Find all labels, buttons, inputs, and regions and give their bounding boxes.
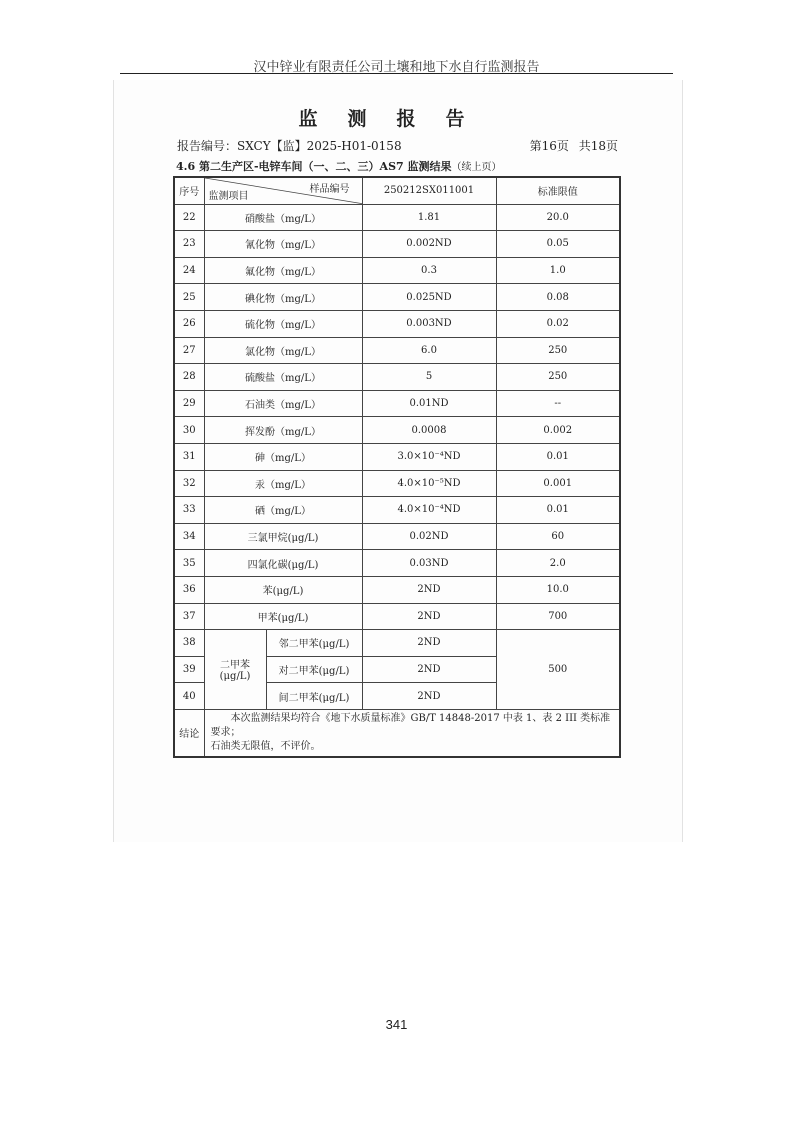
table-row: [174, 523, 620, 550]
table-row: [174, 417, 620, 444]
row-value: 0.02ND: [362, 523, 496, 550]
document-header-title: 汉中锌业有限责任公司土壤和地下水自行监测报告: [253, 60, 540, 75]
row-item: 苯(μg/L): [204, 576, 362, 603]
row-standard: 60: [496, 523, 620, 550]
header-standard: 标准限值: [496, 177, 620, 204]
row-no: 40: [174, 683, 204, 710]
row-value: 0.025ND: [362, 284, 496, 311]
table-header-row: [174, 177, 620, 204]
row-item: 挥发酚（mg/L）: [204, 417, 362, 444]
row-item: 氰化物（mg/L）: [204, 231, 362, 258]
row-no: 32: [174, 470, 204, 497]
row-value: 0.0008: [362, 417, 496, 444]
row-standard: 700: [496, 603, 620, 630]
row-item: 四氯化碳(μg/L): [204, 550, 362, 577]
row-item: 砷（mg/L）: [204, 443, 362, 470]
row-value: 5: [362, 364, 496, 391]
row-value: 1.81: [362, 204, 496, 231]
row-standard: 1.0: [496, 257, 620, 284]
row-no: 29: [174, 390, 204, 417]
row-item: 硫化物（mg/L）: [204, 310, 362, 337]
row-no: 27: [174, 337, 204, 364]
row-item: 甲苯(μg/L): [204, 603, 362, 630]
row-value: 0.3: [362, 257, 496, 284]
row-value: 2ND: [362, 656, 496, 683]
row-item: 硫酸盐（mg/L）: [204, 364, 362, 391]
table-row: [174, 550, 620, 577]
xylene-group-unit: (μg/L): [219, 671, 251, 683]
row-standard: 0.02: [496, 310, 620, 337]
section-title: [176, 158, 502, 174]
header-no: 序号: [174, 177, 204, 204]
row-standard: 0.002: [496, 417, 620, 444]
row-value: 0.03ND: [362, 550, 496, 577]
xylene-group-name: 二甲苯: [220, 660, 250, 672]
page-current: 第16页: [529, 139, 569, 153]
row-value: 2ND: [362, 603, 496, 630]
row-standard: 10.0: [496, 576, 620, 603]
table-row: [174, 284, 620, 311]
row-no: 37: [174, 603, 204, 630]
conclusion-text: [204, 709, 620, 757]
row-no: 30: [174, 417, 204, 444]
row-no: 34: [174, 523, 204, 550]
row-item: 间二甲苯(μg/L): [266, 683, 362, 710]
results-table: [173, 176, 621, 758]
table-row: [174, 390, 620, 417]
row-value: 0.01ND: [362, 390, 496, 417]
row-no: 28: [174, 364, 204, 391]
xylene-group-label: [204, 630, 266, 710]
header-sample-no: 样品编号: [309, 184, 350, 195]
row-standard: 0.001: [496, 470, 620, 497]
row-standard: 250: [496, 337, 620, 364]
row-item: 氯化物（mg/L）: [204, 337, 362, 364]
row-standard: --: [496, 390, 620, 417]
row-no: 26: [174, 310, 204, 337]
table-row: [174, 231, 620, 258]
row-no: 33: [174, 497, 204, 524]
table-row: [174, 337, 620, 364]
table-row: [174, 257, 620, 284]
row-item: 硝酸盐（mg/L）: [204, 204, 362, 231]
page-number: 341: [385, 1017, 408, 1032]
row-no: 24: [174, 257, 204, 284]
row-value: 2ND: [362, 630, 496, 657]
row-item: 碘化物（mg/L）: [204, 284, 362, 311]
table-row: [174, 497, 620, 524]
header-sample-id: 250212SX011001: [362, 177, 496, 204]
row-value: 0.002ND: [362, 231, 496, 258]
table-row: [174, 576, 620, 603]
row-item: 石油类（mg/L）: [204, 390, 362, 417]
row-value: 0.003ND: [362, 310, 496, 337]
header-item: 监测项目: [208, 190, 249, 202]
row-standard: 0.05: [496, 231, 620, 258]
row-standard: 0.01: [496, 497, 620, 524]
table-row: [174, 630, 620, 657]
row-no: 23: [174, 231, 204, 258]
row-item: 硒（mg/L）: [204, 497, 362, 524]
report-number: 报告编号：SXCY【监】2025-H01-0158: [177, 139, 402, 153]
table-row: [174, 310, 620, 337]
row-item: 氟化物（mg/L）: [204, 257, 362, 284]
row-no: 35: [174, 550, 204, 577]
header-divider: [120, 73, 673, 74]
row-standard: 2.0: [496, 550, 620, 577]
row-item: 对二甲苯(μg/L): [266, 656, 362, 683]
xylene-standard: 500: [496, 630, 620, 710]
row-item: 三氯甲烷(μg/L): [204, 523, 362, 550]
conclusion-line-2: 石油类无限值，不评价。: [210, 740, 321, 752]
row-no: 25: [174, 284, 204, 311]
table-row: [174, 443, 620, 470]
section-title-text: 4.6 第二生产区-电锌车间（一、二、三）AS7 监测结果: [176, 160, 452, 173]
conclusion-line-1: 本次监测结果均符合《地下水质量标准》GB/T 14848-2017 中表 1、表 2 III 类标准要求；: [210, 712, 611, 738]
row-item: 汞（mg/L）: [204, 470, 362, 497]
row-value: 2ND: [362, 576, 496, 603]
row-no: 36: [174, 576, 204, 603]
row-value: 6.0: [362, 337, 496, 364]
row-value: 2ND: [362, 683, 496, 710]
row-standard: 0.08: [496, 284, 620, 311]
section-continued: （续上页）: [451, 162, 502, 173]
row-standard: 250: [496, 364, 620, 391]
table-row: [174, 364, 620, 391]
row-standard: 20.0: [496, 204, 620, 231]
row-no: 38: [174, 630, 204, 657]
report-title: 监测报告: [298, 108, 495, 130]
table-row: [174, 470, 620, 497]
conclusion-label: 结论: [174, 709, 204, 757]
row-no: 39: [174, 656, 204, 683]
header-diagonal-cell: [204, 177, 362, 204]
row-item: 邻二甲苯(μg/L): [266, 630, 362, 657]
row-no: 22: [174, 204, 204, 231]
row-no: 31: [174, 443, 204, 470]
page-total: 共18页: [578, 139, 618, 153]
row-value: 3.0×10⁻⁴ND: [362, 443, 496, 470]
page-info: [530, 137, 618, 154]
row-value: 4.0×10⁻⁴ND: [362, 497, 496, 524]
table-row: [174, 204, 620, 231]
table-row: [174, 603, 620, 630]
row-value: 4.0×10⁻⁵ND: [362, 470, 496, 497]
results-table-body: [174, 177, 620, 757]
row-standard: 0.01: [496, 443, 620, 470]
conclusion-row: [174, 709, 620, 757]
